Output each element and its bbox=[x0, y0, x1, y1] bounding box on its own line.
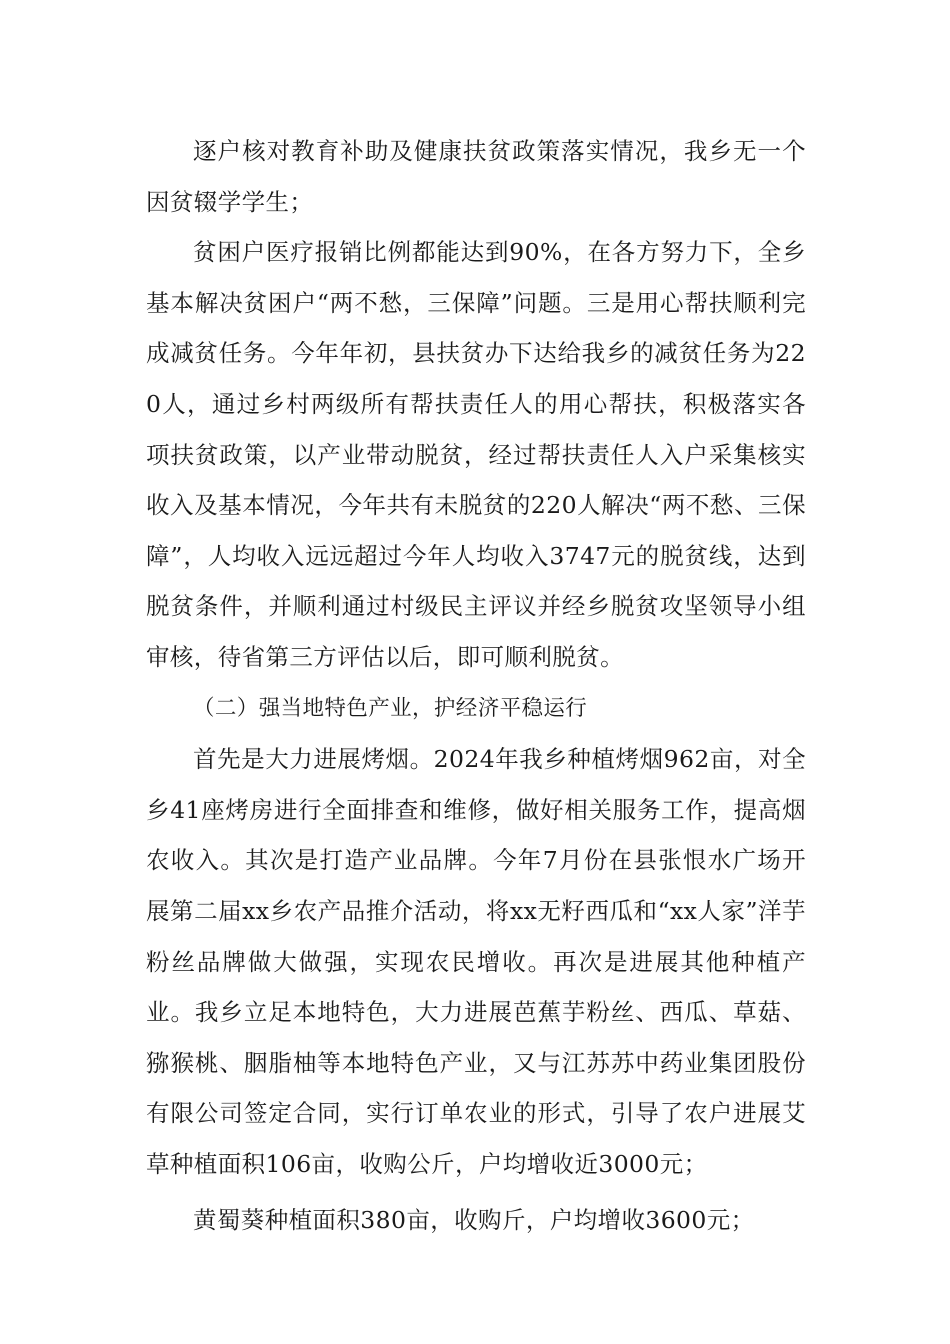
paragraph-education-health: 逐户核对教育补助及健康扶贫政策落实情况，我乡无一个因贫辍学学生； bbox=[146, 137, 806, 216]
section-heading-industry: （二）强当地特色产业，护经济平稳运行 bbox=[193, 695, 588, 721]
paragraph-poverty-reduction: 贫困户医疗报销比例都能达到90%，在各方努力下，全乡基本解决贫困户“两不愁，三保障”问题。三是用心帮扶顺利完成减贫任务。今年年初，县扶贫办下达给我乡的减贫任务为220人，通过乡村两级所有帮扶责任人的用心帮扶，积极落实各项扶贫政策，以产业带动脱贫，经过帮扶责任人入户采集核实收入及基本情况，今年共有未脱贫的220人解决“两不愁、三保障”，人均收入远远超过今年人均收入3747元的脱贫线，达到脱贫条件，并顺利通过村级民主评议并经乡脱贫攻坚领导小组审核，待省第三方评估以后，即可顺利脱贫。 bbox=[146, 238, 806, 671]
paragraph-okra: 黄蜀葵种植面积380亩，收购斤，户均增收3600元； bbox=[193, 1206, 755, 1235]
paragraph-industry: 首先是大力进展烤烟。2024年我乡种植烤烟962亩，对全乡41座烤房进行全面排查和维修，做好相关服务工作，提高烟农收入。其次是打造产业品牌。今年7月份在县张恨水广场开展第二届xx乡农产品推介活动，将xx无籽西瓜和“xx人家”洋芋粉丝品牌做大做强，实现农民增收。再次是进展其他种植产业。我乡立足本地特色，大力进展芭蕉芋粉丝、西瓜、草菇、猕猴桃、胭脂柚等本地特色产业，又与江苏苏中药业集团股份有限公司签定合同，实行订单农业的形式，引导了农户进展艾草种植面积106亩，收购公斤，户均增收近3000元； bbox=[146, 745, 806, 1178]
document-page bbox=[146, 126, 806, 1246]
